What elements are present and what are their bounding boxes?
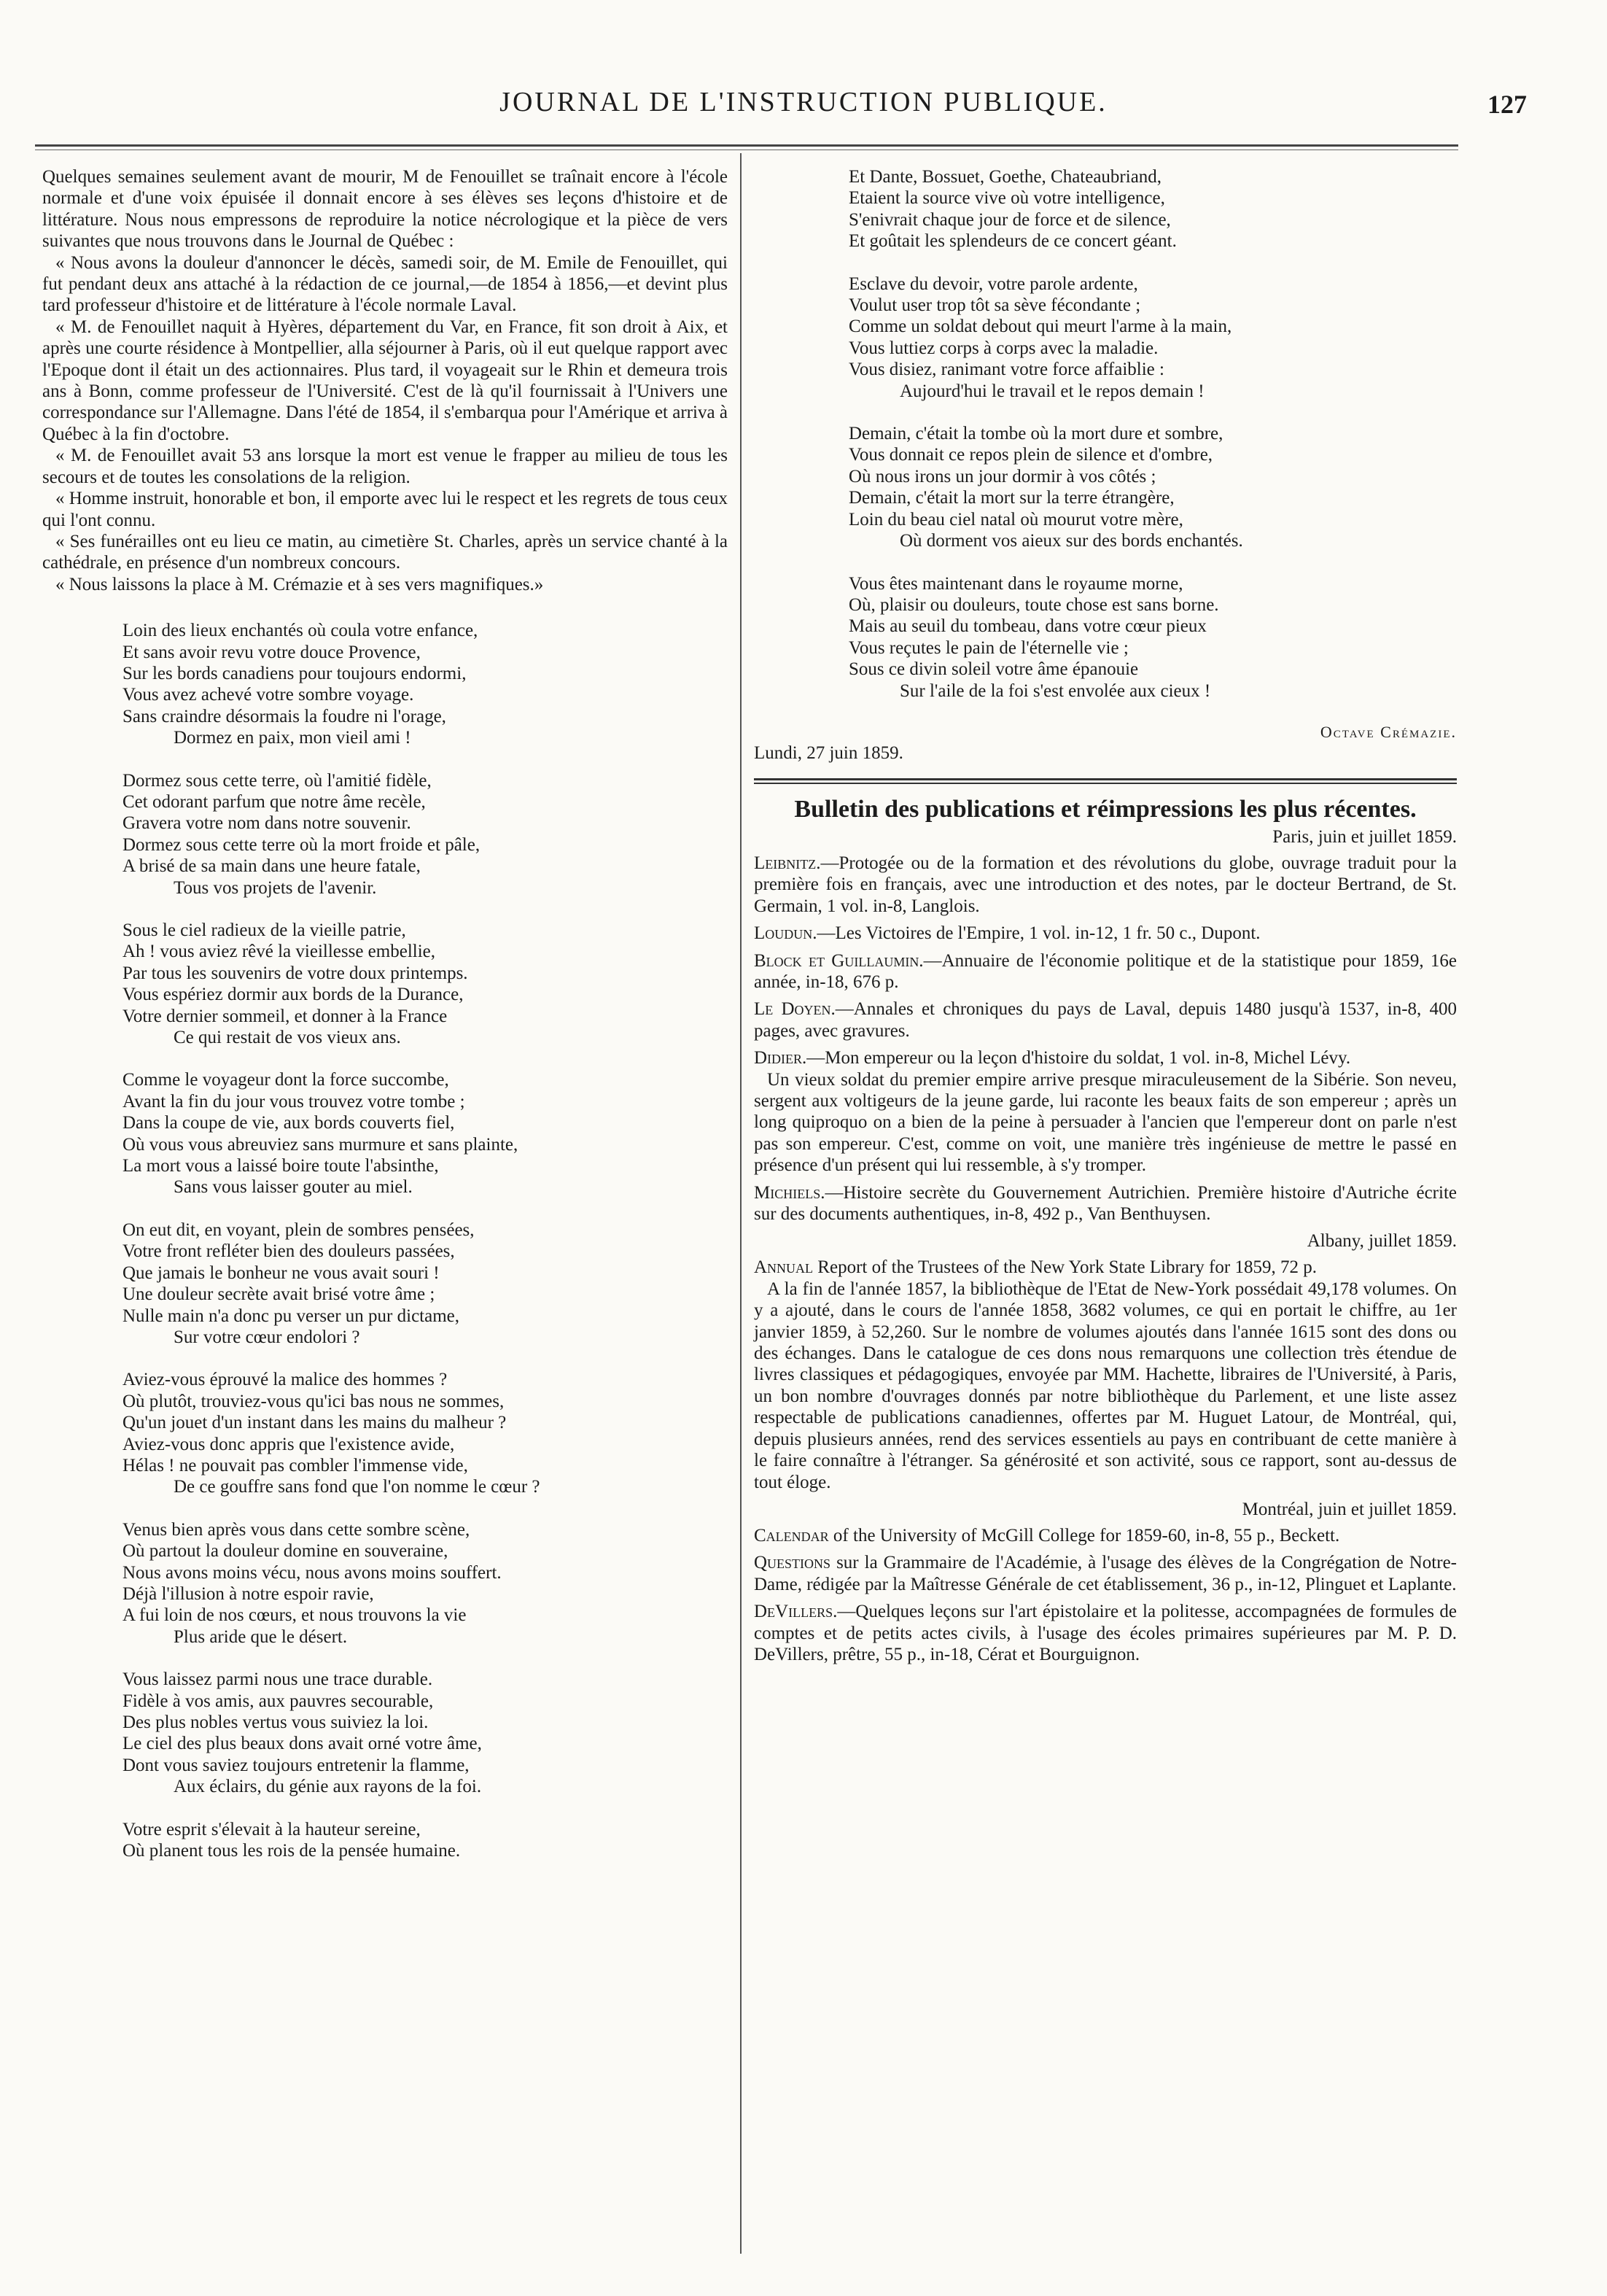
entries-paris — [754, 853, 1457, 1225]
poem-verse: Sur les bords canadiens pour toujours endormi, — [122, 663, 467, 683]
bulletin-entry — [754, 998, 1457, 1042]
poem-verse: Fidèle à vos amis, aux pauvres secourable, — [122, 1691, 434, 1711]
entry-text: —Quelques leçons sur l'art épistolaire et la politesse, accompagnées de formules de comptes et de petits actes civils, à l'usage des écoles primaires supérieures par M. P. D. DeVillers, prêtre, 55 p., in-18, Cérat et Bourguignon. — [754, 1602, 1457, 1664]
poem-verse: Déjà l'illusion à notre espoir ravie, — [122, 1583, 374, 1604]
poem-stanza — [122, 920, 728, 1048]
poem-verse: Tous vos projets de l'avenir. — [174, 877, 377, 898]
place-date-montreal: Montréal, juin et juillet 1859. — [1242, 1499, 1457, 1519]
entry-author: Annual — [754, 1257, 814, 1278]
poem-verse: Vous luttiez corps à corps avec la maladie. — [849, 338, 1159, 358]
poem-verse: Venus bien après vous dans cette sombre scène, — [122, 1519, 470, 1540]
bulletin-entry — [754, 923, 1457, 944]
poem-verse: Où partout la douleur domine en souveraine, — [122, 1541, 448, 1562]
poem-verse: Vous espériez dormir aux bords de la Durance, — [122, 985, 464, 1005]
header-rule — [35, 144, 1458, 147]
entry-author: Le Doyen. — [754, 999, 836, 1020]
poem-stanza — [122, 620, 728, 748]
poem-verse: Sur l'aile de la foi s'est envolée aux cieux ! — [900, 680, 1211, 701]
poem-verse: Cet odorant parfum que notre âme recèle, — [122, 791, 426, 812]
poem-stanza — [849, 423, 1457, 551]
notice-paragraph: « M. de Fenouillet naquit à Hyères, département du Var, en France, fit son droit à Aix, et après une courte résidence à Montpellier, alla séjourner à Paris, où il eut quelque rapport avec l'Epoque dont il était un des actionnaires. Plus tard, il voyageait sur le Rhin et demeura trois ans à Bonn, comme professeur de l'Université. C'est de là qu'il fournissait à l'Univers une correspondance sur l'Allemagne. Dans l'été de 1854, il s'embarqua pour l'Amérique et arriva à Québec à la fin d'octobre. — [42, 317, 728, 444]
right-column — [754, 166, 1457, 1671]
entry-author: Block et Guillaumin. — [754, 950, 924, 971]
poem-verse: Sous le ciel radieux de la vieille patrie, — [122, 920, 406, 940]
poem-verse: A brisé de sa main dans une heure fatale, — [122, 856, 421, 877]
poem-verse: Vous disiez, ranimant votre force affaiblie : — [849, 360, 1164, 380]
poem-verse: Dormez en paix, mon vieil ami ! — [174, 728, 411, 748]
entry-note: Un vieux soldat du premier empire arrive presque miraculeusement de la Sibérie. Son neveu, sergent aux voltigeurs de la jeune garde, lui raconte les beaux faits de son empereur ; après un long quiproquo on a bien de la peine à persuader à l'ancien que l'empereur dont on parle n'est pas son empereur. C'est, comme on voit, une manière très ingénieuse de mettre le passé en présence d'un présent qui lui ressemble, à s'y tromper. — [754, 1069, 1457, 1176]
entries-montreal — [754, 1525, 1457, 1665]
entries-albany — [754, 1257, 1457, 1492]
poem-verse: Demain, c'était la tombe où la mort dure et sombre, — [849, 424, 1223, 444]
entry-author: Michiels. — [754, 1182, 825, 1203]
place-date-albany: Albany, juillet 1859. — [1307, 1231, 1457, 1252]
poem-verse: Votre dernier sommeil, et donner à la France — [122, 1006, 448, 1026]
bulletin-entry — [754, 1525, 1457, 1546]
poem-verse: Nulle main n'a donc pu verser un pur dictame, — [122, 1306, 459, 1326]
poem-stanza — [122, 1369, 728, 1497]
poem-verse: Aujourd'hui le travail et le repos demain ! — [900, 381, 1205, 401]
place-date-paris: Paris, juin et juillet 1859. — [1272, 826, 1457, 847]
poem-verse: Mais au seuil du tombeau, dans votre cœur pieux — [849, 616, 1207, 637]
poem-verse: De ce gouffre sans fond que l'on nomme le cœur ? — [174, 1477, 540, 1497]
poem-verse: Avant la fin du jour vous trouvez votre tombe ; — [122, 1091, 465, 1112]
bulletin-entry — [754, 1601, 1457, 1665]
poem-verse: Nous avons moins vécu, nous avons moins souffert. — [122, 1562, 502, 1583]
notice-paragraph: Quelques semaines seulement avant de mourir, M de Fenouillet se traînait encore à l'école normale et d'une voix épuisée il donnait encore à ses élèves ses leçons d'histoire et de littérature. Nous nous empressons de reproduire la notice nécrologique et la pièce de vers suivantes que nous trouvons dans le Journal de Québec : — [42, 167, 728, 252]
poem-verse: Dormez sous cette terre où la mort froide et pâle, — [122, 834, 480, 855]
poem-verse: Sous ce divin soleil votre âme épanouie — [849, 659, 1139, 680]
poem-verse: Loin des lieux enchantés où coula votre enfance, — [122, 621, 478, 641]
notice-paragraph: « Nous laissons la place à M. Crémazie et à ses vers magnifiques.» — [55, 574, 544, 594]
poem-verse: Où vous vous abreuviez sans murmure et sans plainte, — [122, 1134, 518, 1155]
poem-verse: Voulut user trop tôt sa sève fécondante ; — [849, 295, 1141, 316]
poem-verse: Où dorment vos aieux sur des bords enchantés. — [900, 531, 1243, 551]
poem-verse: La mort vous a laissé boire toute l'absinthe, — [122, 1156, 439, 1176]
poem-signature: Octave Crémazie. — [1320, 722, 1457, 741]
poem-verse: Et sans avoir revu votre douce Provence, — [122, 642, 421, 662]
page-number: 127 — [1487, 90, 1527, 119]
poem-verse: Sans craindre désormais la foudre ni l'orage, — [122, 706, 446, 726]
page-header — [0, 86, 1607, 130]
poem-verse: Une douleur secrète avait brisé votre âme ; — [122, 1284, 435, 1305]
poem-verse: A fui loin de nos cœurs, et nous trouvons la vie — [122, 1605, 467, 1626]
poem-verse: Aux éclairs, du génie aux rayons de la foi. — [174, 1777, 482, 1797]
entry-text: —Protogée ou de la formation et des révolutions du globe, ouvrage traduit pour la première fois en français, avec une introduction et des notes, par le docteur Bertrand, de St. Germain, 1 vol. in-8, Langlois. — [754, 853, 1457, 916]
poem-stanza — [122, 1069, 728, 1198]
poem-verse: Dans la coupe de vie, aux bords couverts fiel, — [122, 1113, 455, 1133]
poem-verse: Le ciel des plus beaux dons avait orné votre âme, — [122, 1734, 482, 1754]
poem-verse: Demain, c'était la mort sur la terre étrangère, — [849, 488, 1175, 508]
poem-verse: Où plutôt, trouviez-vous qu'ici bas nous ne sommes, — [122, 1391, 505, 1411]
entry-text: Report of the Trustees of the New York State Library for 1859, 72 p. — [813, 1257, 1317, 1278]
poem-verse: Aviez-vous donc appris que l'existence avide, — [122, 1434, 455, 1454]
obituary-notice — [42, 166, 728, 595]
section-rule — [754, 778, 1457, 780]
entry-author: Questions — [754, 1553, 831, 1573]
bulletin-entry — [754, 1552, 1457, 1595]
poem-verse: Hélas ! ne pouvait pas combler l'immense vide, — [122, 1455, 468, 1475]
entry-author: Didier. — [754, 1048, 807, 1069]
bulletin-entry — [754, 853, 1457, 917]
poem-verse: Ce qui restait de vos vieux ans. — [174, 1028, 401, 1048]
entry-text: of the University of McGill College for 1859-60, in-8, 55 p., Beckett. — [828, 1525, 1340, 1545]
poem-verse: Vous reçutes le pain de l'éternelle vie ; — [849, 637, 1129, 658]
poem-verse: Comme le voyageur dont la force succombe, — [122, 1070, 449, 1090]
poem-part-2 — [849, 166, 1457, 702]
poem-verse: Votre esprit s'élevait à la hauteur sereine, — [122, 1819, 421, 1839]
entry-text: —Annuaire de l'économie politique et de la statistique pour 1859, 16e année, in-18, 676 p. — [754, 950, 1457, 992]
poem-verse: Que jamais le bonheur ne vous avait souri ! — [122, 1263, 440, 1283]
poem-verse: Sur votre cœur endolori ? — [174, 1327, 360, 1347]
notice-paragraph: « M. de Fenouillet avait 53 ans lorsque la mort est venue le frapper au milieu de tous les secours et de toutes les consolations de la religion. — [42, 446, 728, 487]
poem-stanza — [122, 770, 728, 899]
poem-stanza — [122, 1819, 728, 1862]
poem-verse: Votre front refléter bien des douleurs passées, — [122, 1241, 455, 1262]
bulletin-entry — [754, 950, 1457, 993]
poem-verse: Où, plaisir ou douleurs, toute chose est sans borne. — [849, 594, 1219, 615]
poem-verse: Gravera votre nom dans notre souvenir. — [122, 813, 411, 834]
poem-verse: Et goûtait les splendeurs de ce concert géant. — [849, 231, 1177, 252]
notice-paragraph: « Nous avons la douleur d'annoncer le décès, samedi soir, de M. Emile de Fenouillet, qui fut pendant deux ans attaché à la rédaction de ce journal,—de 1854 à 1856,—et devint plus tard professeur d'histoire et de littérature à l'école normale Laval. — [42, 252, 728, 316]
poem-verse: On eut dit, en voyant, plein de sombres pensées, — [122, 1219, 475, 1240]
notice-paragraph: « Homme instruit, honorable et bon, il emporte avec lui le respect et les regrets de tous ceux qui l'ont connu. — [42, 489, 728, 530]
poem-verse: Dormez sous cette terre, où l'amitié fidèle, — [122, 770, 432, 791]
poem-stanza — [849, 274, 1457, 402]
poem-verse: Vous donnait ce repos plein de silence et d'ombre, — [849, 445, 1213, 465]
left-column — [42, 166, 728, 1882]
poem-verse: Loin du beau ciel natal où mourut votre mère, — [849, 509, 1183, 530]
poem-stanza — [122, 1669, 728, 1797]
entry-text: sur la Grammaire de l'Académie, à l'usage des élèves de la Congrégation de Notre-Dame, rédigée par la Maîtresse Générale de cet établissement, 36 p., in-12, Plinguet et Laplante. — [754, 1553, 1457, 1594]
poem-stanza — [122, 1219, 728, 1348]
bulletin-entry — [754, 1182, 1457, 1225]
poem-verse: Et Dante, Bossuet, Goethe, Chateaubriand, — [849, 167, 1162, 187]
entry-author: Calendar — [754, 1525, 829, 1545]
poem-verse: S'enivrait chaque jour de force et de silence, — [849, 209, 1171, 230]
poem-stanza — [849, 573, 1457, 702]
entry-author: DeVillers. — [754, 1602, 838, 1622]
poem-verse: Sans vous laisser gouter au miel. — [174, 1177, 413, 1198]
entry-text: —Histoire secrète du Gouvernement Autrichien. Première histoire d'Autriche écrite sur des documents authentiques, in-8, 492 p., Van Benthuysen. — [754, 1182, 1457, 1225]
poem-verse: Où nous irons un jour dormir à vos côtés ; — [849, 466, 1156, 486]
poem-verse: Aviez-vous éprouvé la malice des hommes ? — [122, 1370, 448, 1390]
poem-verse: Vous êtes maintenant dans le royaume morne, — [849, 573, 1183, 594]
notice-paragraph: « Ses funérailles ont eu lieu ce matin, au cimetière St. Charles, après un service chanté à la cathédrale, en présence d'un nombreux concours. — [42, 531, 728, 573]
poem-stanza — [122, 1519, 728, 1648]
dateline: Lundi, 27 juin 1859. — [754, 742, 903, 763]
poem-verse: Plus aride que le désert. — [174, 1626, 348, 1647]
bulletin-entry — [754, 1047, 1457, 1176]
bulletin-title: Bulletin des publications et réimpressions les plus récentes. — [794, 795, 1417, 823]
entry-author: Leibnitz. — [754, 853, 821, 873]
entry-text: —Les Victoires de l'Empire, 1 vol. in-12, 1 fr. 50 c., Dupont. — [817, 923, 1261, 944]
poem-verse: Vous laissez parmi nous une trace durable. — [122, 1669, 433, 1690]
entry-text: —Mon empereur ou la leçon d'histoire du soldat, 1 vol. in-8, Michel Lévy. — [806, 1048, 1351, 1069]
poem-verse: Où planent tous les rois de la pensée humaine. — [122, 1841, 461, 1861]
poem-verse: Par tous les souvenirs de votre doux printemps. — [122, 963, 468, 983]
poem-stanza — [849, 166, 1457, 252]
section-rule-thin — [754, 783, 1457, 784]
entry-text: —Annales et chroniques du pays de Laval, depuis 1480 jusqu'à 1537, in-8, 400 pages, avec gravures. — [754, 999, 1458, 1041]
poem-verse: Etaient la source vive où votre intelligence, — [849, 188, 1165, 209]
poem-verse: Ah ! vous aviez rêvé la vieillesse embellie, — [122, 942, 436, 962]
poem-verse: Qu'un jouet d'un instant dans les mains du malheur ? — [122, 1413, 507, 1433]
poem-part-1 — [122, 620, 728, 1861]
bulletin-entry — [754, 1257, 1457, 1492]
journal-title: JOURNAL DE L'INSTRUCTION PUBLIQUE. — [499, 87, 1108, 117]
poem-verse: Vous avez achevé votre sombre voyage. — [122, 685, 414, 705]
poem-verse: Dont vous saviez toujours entretenir la flamme, — [122, 1755, 470, 1775]
poem-verse: Des plus nobles vertus vous suiviez la loi. — [122, 1713, 429, 1732]
poem-verse: Esclave du devoir, votre parole ardente, — [849, 274, 1138, 294]
poem-verse: Comme un soldat debout qui meurt l'arme à la main, — [849, 317, 1232, 337]
entry-note: A la fin de l'année 1857, la bibliothèque de l'Etat de New-York possédait 49,178 volumes. On y a ajouté, dans le cours de l'année 1858, 3682 volumes, ce qui en portait le chiffre, au 1er janvier 1859, à 52,260. Sur le nombre de volumes ajoutés dans l'année 1615 sont des dons ou des échanges. Dans le catalogue de ces dons nous remarquons une collection très étendue de livres classiques et pédagogiques, envoyée par MM. Hachette, libraires de l'Université, à Paris, un bon nombre d'ouvrages donnés par notre bibliothèque du Parlement, et une liste assez respectable de publications canadiennes, offertes par M. Huguet Latour, de Montréal, qui, depuis plusieurs années, rend des services essentiels au pays en contribuant de cette manière à le faire connaître à l'étranger. Sa générosité et son activité, sous ce rapport, sont au-dessus de tout éloge. — [754, 1279, 1457, 1492]
column-divider — [740, 153, 742, 2254]
entry-author: Loudun. — [754, 923, 817, 944]
